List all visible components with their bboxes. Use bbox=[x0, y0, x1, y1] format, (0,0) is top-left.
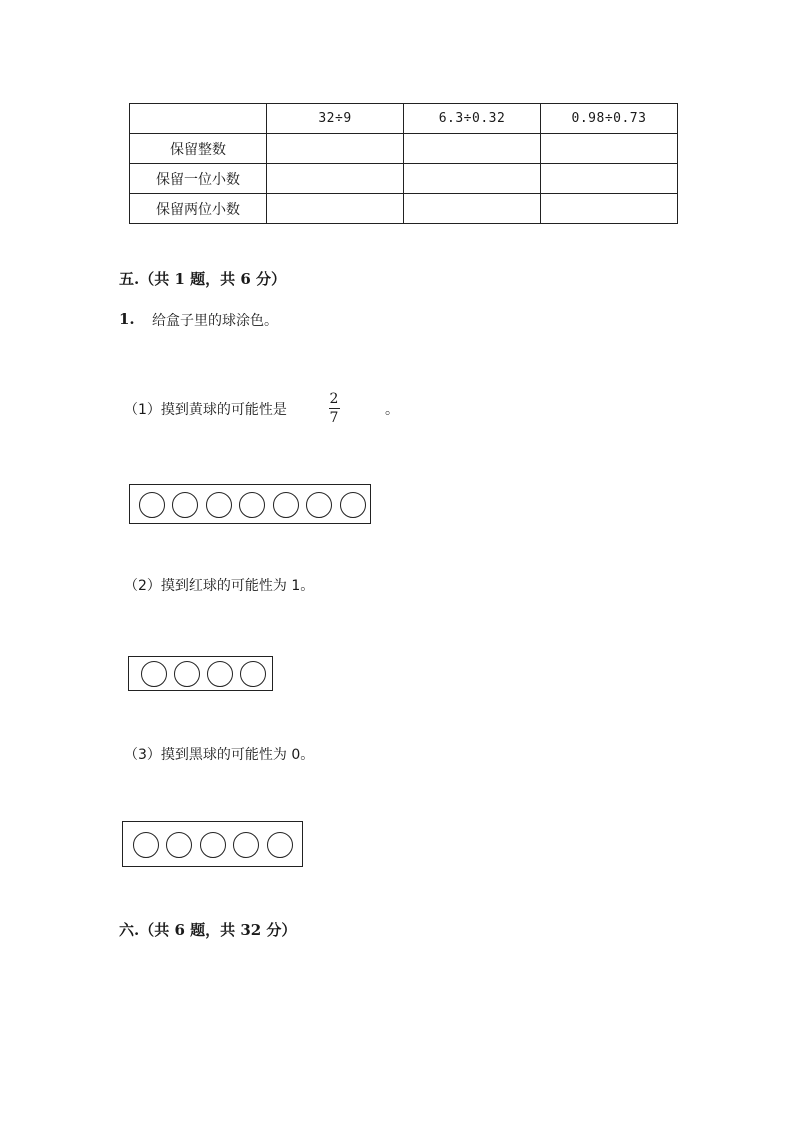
answer-cell[interactable] bbox=[267, 164, 404, 194]
ball[interactable] bbox=[233, 832, 259, 858]
ball[interactable] bbox=[340, 492, 366, 518]
ball[interactable] bbox=[133, 832, 159, 858]
table-header-row bbox=[130, 104, 678, 134]
rounding-table bbox=[129, 103, 678, 224]
table-row bbox=[130, 134, 678, 164]
table-row bbox=[130, 164, 678, 194]
question-number: 1. bbox=[119, 310, 135, 328]
ball[interactable] bbox=[207, 661, 233, 687]
part-2-text: （2）摸到红球的可能性为 1。 bbox=[124, 578, 315, 594]
part-1-suffix: 。 bbox=[385, 402, 399, 418]
row-label: 保留两位小数 bbox=[130, 194, 267, 224]
ball[interactable] bbox=[172, 492, 198, 518]
ball[interactable] bbox=[141, 661, 167, 687]
answer-cell[interactable] bbox=[404, 164, 541, 194]
section-title: 五.（共 1 题，共 6 分） bbox=[119, 270, 286, 288]
ball[interactable] bbox=[166, 832, 192, 858]
section-title: 六.（共 6 题，共 32 分） bbox=[119, 921, 297, 939]
ball-box-3 bbox=[122, 821, 303, 867]
ball[interactable] bbox=[239, 492, 265, 518]
ball[interactable] bbox=[206, 492, 232, 518]
answer-cell[interactable] bbox=[267, 194, 404, 224]
ball[interactable] bbox=[273, 492, 299, 518]
answer-cell[interactable] bbox=[541, 164, 678, 194]
table-header-cell bbox=[130, 104, 267, 134]
answer-cell[interactable] bbox=[541, 134, 678, 164]
part-1-text: （1）摸到黄球的可能性是 bbox=[124, 402, 287, 418]
ball[interactable] bbox=[174, 661, 200, 687]
ball[interactable] bbox=[267, 832, 293, 858]
row-label: 保留一位小数 bbox=[130, 164, 267, 194]
table-header-cell: 0.98÷0.73 bbox=[541, 104, 678, 134]
table-row bbox=[130, 194, 678, 224]
fraction bbox=[327, 392, 341, 425]
ball[interactable] bbox=[139, 492, 165, 518]
table-header-cell: 6.3÷0.32 bbox=[404, 104, 541, 134]
row-label: 保留整数 bbox=[130, 134, 267, 164]
ball-box-2 bbox=[128, 656, 273, 691]
answer-cell[interactable] bbox=[541, 194, 678, 224]
table-header-cell: 32÷9 bbox=[267, 104, 404, 134]
question-text: 给盒子里的球涂色。 bbox=[152, 313, 278, 329]
ball[interactable] bbox=[306, 492, 332, 518]
part-3-text: （3）摸到黑球的可能性为 0。 bbox=[124, 747, 315, 763]
answer-cell[interactable] bbox=[404, 134, 541, 164]
answer-cell[interactable] bbox=[404, 194, 541, 224]
answer-cell[interactable] bbox=[267, 134, 404, 164]
ball[interactable] bbox=[200, 832, 226, 858]
ball[interactable] bbox=[240, 661, 266, 687]
fraction-denominator: 7 bbox=[329, 410, 339, 426]
ball-box-1 bbox=[129, 484, 371, 524]
fraction-bar bbox=[329, 408, 340, 409]
fraction-numerator: 2 bbox=[329, 391, 339, 407]
